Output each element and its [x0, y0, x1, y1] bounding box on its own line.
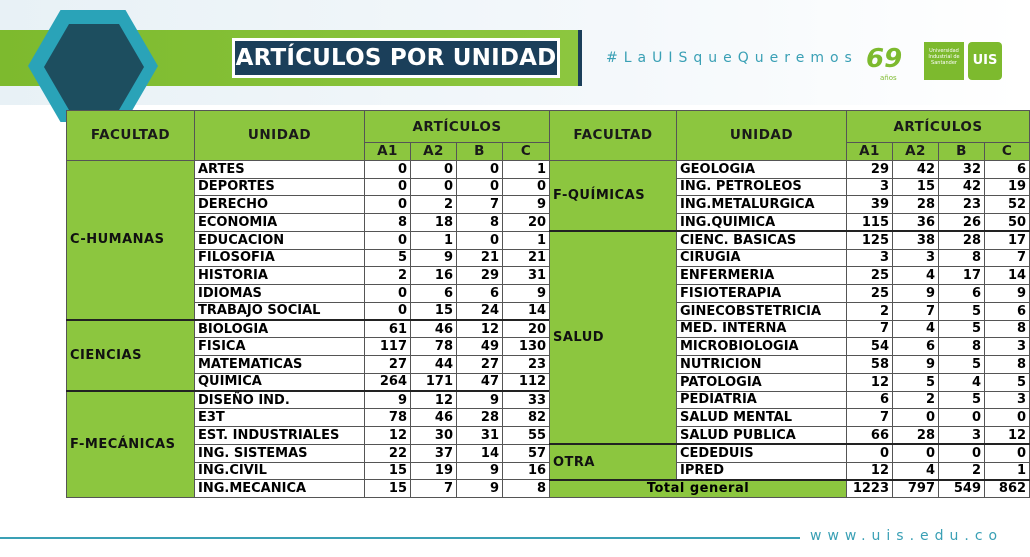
- value-cell: 33: [503, 391, 550, 409]
- anniversary-number: 69: [866, 44, 903, 74]
- value-cell: 31: [503, 267, 550, 285]
- value-cell: 15: [365, 480, 411, 498]
- value-cell: 66: [847, 427, 893, 445]
- value-cell: 49: [457, 338, 503, 356]
- footer-line: [0, 537, 800, 539]
- value-cell: 7: [847, 320, 893, 338]
- value-cell: 6: [411, 285, 457, 303]
- value-cell: 3: [985, 391, 1030, 409]
- value-cell: 19: [411, 462, 457, 480]
- col-unidad-header: UNIDAD: [677, 111, 847, 161]
- value-cell: 0: [365, 302, 411, 320]
- unidad-cell: ING.CIVIL: [195, 462, 365, 480]
- table-row: [550, 444, 1030, 462]
- value-cell: 0: [365, 178, 411, 196]
- value-cell: 14: [985, 267, 1030, 285]
- value-cell: 12: [411, 391, 457, 409]
- value-cell: 9: [365, 391, 411, 409]
- value-cell: 22: [365, 444, 411, 462]
- uis-seal-icon: UIS: [968, 42, 1002, 80]
- unidad-cell: CIRUGIA: [677, 249, 847, 267]
- value-cell: 9: [893, 285, 939, 303]
- facultad-cell: CIENCIAS: [67, 320, 195, 391]
- value-cell: 1: [985, 462, 1030, 480]
- value-cell: 61: [365, 320, 411, 338]
- value-cell: 2: [411, 196, 457, 214]
- value-cell: 36: [893, 214, 939, 232]
- value-cell: 8: [503, 480, 550, 498]
- value-cell: 7: [893, 302, 939, 320]
- value-cell: 0: [985, 409, 1030, 427]
- value-cell: 3: [847, 249, 893, 267]
- value-cell: 17: [939, 267, 985, 285]
- value-cell: 16: [503, 462, 550, 480]
- footer-website: www.uis.edu.co: [810, 528, 1004, 544]
- value-cell: 12: [847, 373, 893, 391]
- value-cell: 58: [847, 356, 893, 374]
- anniversary-logo: [866, 44, 903, 82]
- unidad-cell: CEDEDUIS: [677, 444, 847, 462]
- value-cell: 3: [893, 249, 939, 267]
- col-articulos-header: ARTÍCULOS: [365, 111, 550, 143]
- value-cell: 82: [503, 409, 550, 427]
- value-cell: 5: [939, 302, 985, 320]
- value-cell: 130: [503, 338, 550, 356]
- value-cell: 0: [985, 444, 1030, 462]
- value-cell: 78: [411, 338, 457, 356]
- value-cell: 32: [939, 160, 985, 178]
- value-cell: 20: [503, 320, 550, 338]
- unidad-cell: CIENC. BASICAS: [677, 231, 847, 249]
- unidad-cell: MATEMATICAS: [195, 356, 365, 374]
- value-cell: 9: [457, 462, 503, 480]
- value-cell: 5: [939, 320, 985, 338]
- unidad-cell: SALUD MENTAL: [677, 409, 847, 427]
- value-cell: 9: [893, 356, 939, 374]
- value-cell: 39: [847, 196, 893, 214]
- unidad-cell: MED. INTERNA: [677, 320, 847, 338]
- hashtag-text: #LaUISqueQueremos: [606, 50, 858, 66]
- value-cell: 1: [503, 160, 550, 178]
- value-cell: 1: [411, 231, 457, 249]
- value-cell: 46: [411, 320, 457, 338]
- value-cell: 0: [939, 409, 985, 427]
- university-logo: Universidad Industrial de Santander: [924, 42, 964, 80]
- value-cell: 25: [847, 285, 893, 303]
- value-cell: 42: [939, 178, 985, 196]
- total-label: Total general: [550, 480, 847, 498]
- unidad-cell: DEPORTES: [195, 178, 365, 196]
- unidad-cell: BIOLOGIA: [195, 320, 365, 338]
- value-cell: 8: [457, 214, 503, 232]
- value-cell: 4: [893, 267, 939, 285]
- value-cell: 0: [939, 444, 985, 462]
- value-cell: 20: [503, 214, 550, 232]
- value-cell: 46: [411, 409, 457, 427]
- unidad-cell: E3T: [195, 409, 365, 427]
- value-cell: 38: [893, 231, 939, 249]
- unidad-cell: GINECOBSTETRICIA: [677, 302, 847, 320]
- value-cell: 15: [893, 178, 939, 196]
- value-cell: 125: [847, 231, 893, 249]
- value-cell: 28: [893, 196, 939, 214]
- value-cell: 24: [457, 302, 503, 320]
- value-cell: 37: [411, 444, 457, 462]
- unidad-cell: QUIMICA: [195, 373, 365, 391]
- value-cell: 6: [457, 285, 503, 303]
- value-cell: 1: [503, 231, 550, 249]
- value-cell: 0: [893, 444, 939, 462]
- value-cell: 8: [365, 214, 411, 232]
- unidad-cell: ING.MECANICA: [195, 480, 365, 498]
- page-title: ARTÍCULOS POR UNIDAD: [232, 38, 560, 78]
- value-cell: 0: [411, 160, 457, 178]
- value-cell: 23: [939, 196, 985, 214]
- unidad-cell: DISEÑO IND.: [195, 391, 365, 409]
- unidad-cell: PATOLOGIA: [677, 373, 847, 391]
- value-cell: 28: [893, 427, 939, 445]
- value-cell: 12: [365, 427, 411, 445]
- value-cell: 6: [939, 285, 985, 303]
- unidad-cell: EST. INDUSTRIALES: [195, 427, 365, 445]
- unidad-cell: FISICA: [195, 338, 365, 356]
- value-cell: 9: [503, 196, 550, 214]
- col-facultad-header: FACULTAD: [550, 111, 677, 161]
- value-cell: 9: [985, 285, 1030, 303]
- value-cell: 112: [503, 373, 550, 391]
- value-cell: 23: [503, 356, 550, 374]
- value-cell: 29: [457, 267, 503, 285]
- value-cell: 3: [939, 427, 985, 445]
- value-cell: 7: [457, 196, 503, 214]
- value-cell: 9: [457, 480, 503, 498]
- facultad-cell: F-QUÍMICAS: [550, 160, 677, 231]
- value-cell: 27: [457, 356, 503, 374]
- articles-table-right: [549, 110, 1030, 498]
- col-c-header: C: [985, 143, 1030, 161]
- value-cell: 3: [847, 178, 893, 196]
- unidad-cell: NUTRICION: [677, 356, 847, 374]
- value-cell: 15: [365, 462, 411, 480]
- value-cell: 0: [365, 196, 411, 214]
- value-cell: 47: [457, 373, 503, 391]
- articles-table-left: [66, 110, 550, 498]
- value-cell: 0: [847, 444, 893, 462]
- anniversary-sub: años: [880, 74, 897, 82]
- table-row: [67, 160, 550, 178]
- unidad-cell: DERECHO: [195, 196, 365, 214]
- value-cell: 15: [411, 302, 457, 320]
- unidad-cell: HISTORIA: [195, 267, 365, 285]
- facultad-cell: OTRA: [550, 444, 677, 480]
- value-cell: 14: [503, 302, 550, 320]
- value-cell: 3: [985, 338, 1030, 356]
- value-cell: 0: [457, 178, 503, 196]
- value-cell: 78: [365, 409, 411, 427]
- value-cell: 0: [365, 231, 411, 249]
- value-cell: 21: [457, 249, 503, 267]
- unidad-cell: ING. PETROLEOS: [677, 178, 847, 196]
- value-cell: 28: [939, 231, 985, 249]
- total-value-cell: 862: [985, 480, 1030, 498]
- value-cell: 54: [847, 338, 893, 356]
- value-cell: 0: [503, 178, 550, 196]
- value-cell: 4: [893, 462, 939, 480]
- unidad-cell: FILOSOFIA: [195, 249, 365, 267]
- value-cell: 19: [985, 178, 1030, 196]
- unidad-cell: ING. SISTEMAS: [195, 444, 365, 462]
- value-cell: 14: [457, 444, 503, 462]
- value-cell: 25: [847, 267, 893, 285]
- value-cell: 5: [985, 373, 1030, 391]
- unidad-cell: EDUCACION: [195, 231, 365, 249]
- unidad-cell: ECONOMIA: [195, 214, 365, 232]
- table-row: [550, 231, 1030, 249]
- value-cell: 18: [411, 214, 457, 232]
- value-cell: 8: [985, 356, 1030, 374]
- value-cell: 9: [411, 249, 457, 267]
- unidad-cell: ING.METALURGICA: [677, 196, 847, 214]
- value-cell: 6: [893, 338, 939, 356]
- unidad-cell: ENFERMERIA: [677, 267, 847, 285]
- value-cell: 0: [365, 160, 411, 178]
- value-cell: 0: [893, 409, 939, 427]
- value-cell: 30: [411, 427, 457, 445]
- value-cell: 5: [939, 356, 985, 374]
- value-cell: 0: [411, 178, 457, 196]
- value-cell: 12: [847, 462, 893, 480]
- value-cell: 31: [457, 427, 503, 445]
- unidad-cell: TRABAJO SOCIAL: [195, 302, 365, 320]
- value-cell: 0: [365, 285, 411, 303]
- value-cell: 9: [457, 391, 503, 409]
- table-row: [67, 391, 550, 409]
- value-cell: 4: [939, 373, 985, 391]
- facultad-cell: C-HUMANAS: [67, 160, 195, 320]
- col-articulos-header: ARTÍCULOS: [847, 111, 1030, 143]
- value-cell: 6: [985, 160, 1030, 178]
- value-cell: 264: [365, 373, 411, 391]
- unidad-cell: PEDIATRIA: [677, 391, 847, 409]
- unidad-cell: ING.QUIMICA: [677, 214, 847, 232]
- value-cell: 9: [503, 285, 550, 303]
- value-cell: 12: [985, 427, 1030, 445]
- value-cell: 27: [365, 356, 411, 374]
- value-cell: 6: [985, 302, 1030, 320]
- value-cell: 6: [847, 391, 893, 409]
- total-value-cell: 549: [939, 480, 985, 498]
- value-cell: 16: [411, 267, 457, 285]
- facultad-cell: F-MECÁNICAS: [67, 391, 195, 498]
- title-divider: [578, 30, 582, 86]
- col-a2-header: A2: [411, 143, 457, 161]
- col-b-header: B: [457, 143, 503, 161]
- unidad-cell: SALUD PUBLICA: [677, 427, 847, 445]
- value-cell: 55: [503, 427, 550, 445]
- value-cell: 2: [939, 462, 985, 480]
- value-cell: 42: [893, 160, 939, 178]
- value-cell: 5: [893, 373, 939, 391]
- col-b-header: B: [939, 143, 985, 161]
- unidad-cell: GEOLOGIA: [677, 160, 847, 178]
- value-cell: 7: [411, 480, 457, 498]
- value-cell: 2: [847, 302, 893, 320]
- value-cell: 0: [457, 160, 503, 178]
- value-cell: 44: [411, 356, 457, 374]
- value-cell: 8: [985, 320, 1030, 338]
- value-cell: 7: [847, 409, 893, 427]
- value-cell: 5: [365, 249, 411, 267]
- col-c-header: C: [503, 143, 550, 161]
- value-cell: 7: [985, 249, 1030, 267]
- unidad-cell: IDIOMAS: [195, 285, 365, 303]
- unidad-cell: IPRED: [677, 462, 847, 480]
- col-a2-header: A2: [893, 143, 939, 161]
- value-cell: 4: [893, 320, 939, 338]
- facultad-cell: SALUD: [550, 231, 677, 444]
- value-cell: 8: [939, 338, 985, 356]
- value-cell: 171: [411, 373, 457, 391]
- table-row: [550, 160, 1030, 178]
- total-value-cell: 1223: [847, 480, 893, 498]
- value-cell: 29: [847, 160, 893, 178]
- col-unidad-header: UNIDAD: [195, 111, 365, 161]
- value-cell: 117: [365, 338, 411, 356]
- unidad-cell: MICROBIOLOGIA: [677, 338, 847, 356]
- unidad-cell: ARTES: [195, 160, 365, 178]
- value-cell: 8: [939, 249, 985, 267]
- value-cell: 57: [503, 444, 550, 462]
- table-row: [67, 320, 550, 338]
- value-cell: 2: [893, 391, 939, 409]
- col-facultad-header: FACULTAD: [67, 111, 195, 161]
- value-cell: 17: [985, 231, 1030, 249]
- value-cell: 26: [939, 214, 985, 232]
- value-cell: 50: [985, 214, 1030, 232]
- value-cell: 0: [457, 231, 503, 249]
- value-cell: 5: [939, 391, 985, 409]
- col-a1-header: A1: [365, 143, 411, 161]
- value-cell: 52: [985, 196, 1030, 214]
- value-cell: 115: [847, 214, 893, 232]
- total-value-cell: 797: [893, 480, 939, 498]
- value-cell: 12: [457, 320, 503, 338]
- value-cell: 21: [503, 249, 550, 267]
- value-cell: 28: [457, 409, 503, 427]
- total-row: [550, 480, 1030, 498]
- col-a1-header: A1: [847, 143, 893, 161]
- unidad-cell: FISIOTERAPIA: [677, 285, 847, 303]
- value-cell: 2: [365, 267, 411, 285]
